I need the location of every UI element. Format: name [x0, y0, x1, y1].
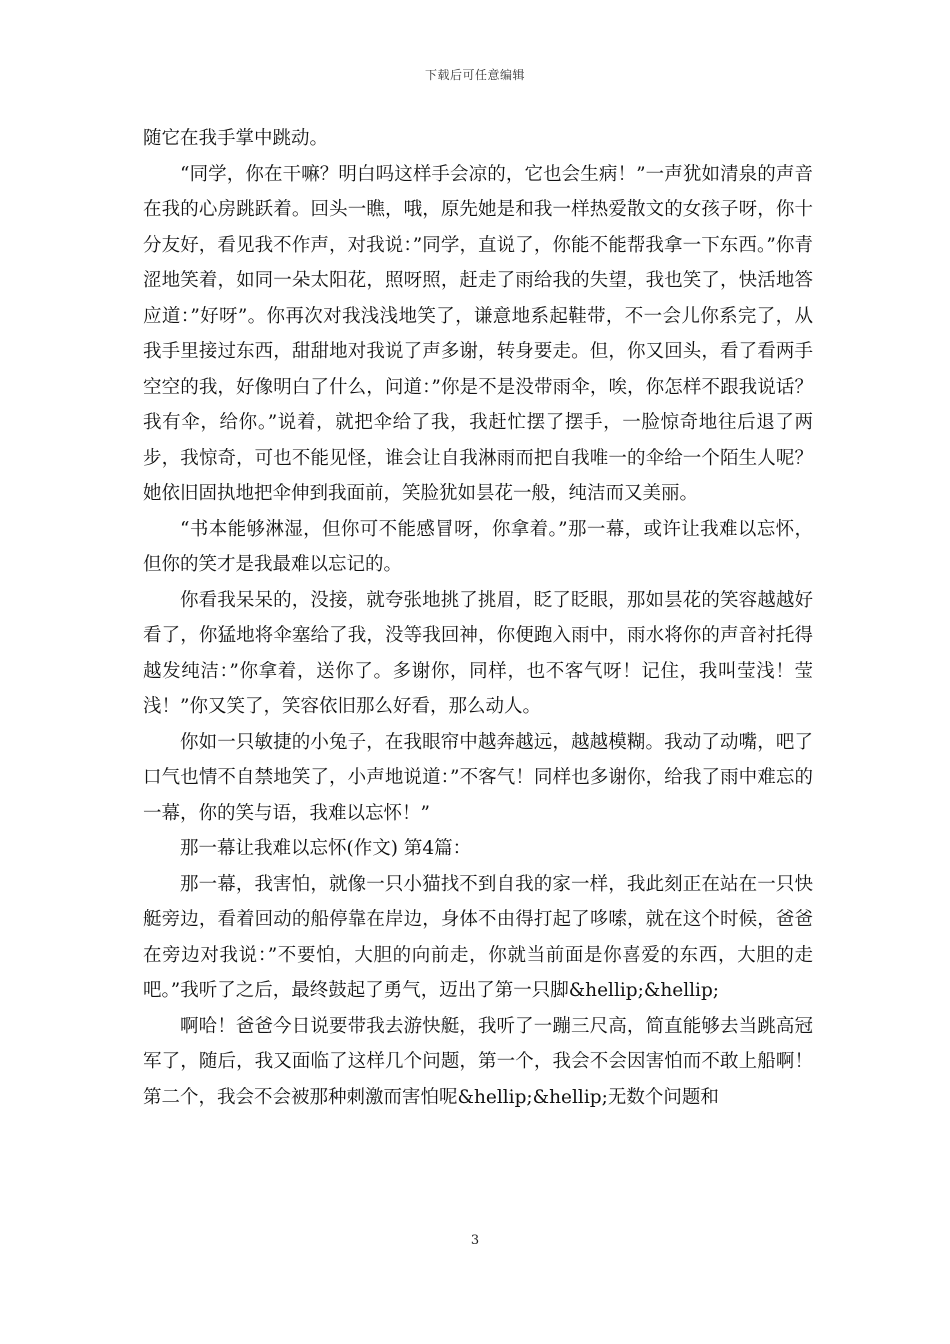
page-header: 下载后可任意编辑	[424, 68, 525, 82]
paragraph: 你如一只敏捷的小兔子，在我眼帘中越奔越远，越越模糊。我动了动嘴，吧了口气也情不自禁地笑了，小声地说道：”不客气！同样也多谢你，给我了雨中难忘的一幕，你的笑与语，我难以忘怀！”	[143, 731, 813, 824]
section-heading: 那一幕让我难以忘怀(作文) 第4篇：	[180, 838, 472, 859]
paragraph: 那一幕，我害怕，就像一只小猫找不到自我的家一样，我此刻正在站在一只快艇旁边，看着回动的船停靠在岸边，身体不由得打起了哆嗦，就在这个时候，爸爸在旁边对我说：”不要怕，大胆的向前走，你就当前面是你喜爱的东西，大胆的走吧。”我听了之后，最终鼓起了勇气，迈出了第一只脚&hellip;&hellip;	[143, 873, 813, 1001]
document-body	[143, 121, 813, 1115]
paragraph: 你看我呆呆的，没接，就夸张地挑了挑眉，眨了眨眼，那如昙花的笑容越越好看了，你猛地将伞塞给了我，没等我回神，你便跑入雨中，雨水将你的声音衬托得越发纯洁：”你拿着，送你了。多谢你，同样，也不客气呀！记住，我叫莹浅！莹浅！”你又笑了，笑容依旧那么好看，那么动人。	[143, 589, 813, 717]
paragraph-continuation: 随它在我手掌中跳动。	[143, 128, 329, 149]
paragraph: 啊哈！爸爸今日说要带我去游快艇，我听了一蹦三尺高，简直能够去当跳高冠军了，随后，我又面临了这样几个问题，第一个，我会不会因害怕而不敢上船啊！第二个，我会不会被那种刺激而害怕呢&hellip;&hellip;无数个问题和	[143, 1015, 813, 1108]
page-number: 3	[470, 1233, 480, 1248]
paragraph: “同学，你在干嘛？明白吗这样手会凉的，它也会生病！”一声犹如清泉的声音在我的心房跳跃着。回头一瞧，哦，原先她是和我一样热爱散文的女孩子呀，你十分友好，看见我不作声，对我说：”同学，直说了，你能不能帮我拿一下东西。”你青涩地笑着，如同一朵太阳花，照呀照，赶走了雨给我的失望，我也笑了，快活地答应道：”好呀”。你再次对我浅浅地笑了，谦意地系起鞋带，不一会儿你系完了，从我手里接过东西，甜甜地对我说了声多谢，转身要走。但，你又回头，看了看两手空空的我，好像明白了什么，问道：”你是不是没带雨伞，唉，你怎样不跟我说话？我有伞，给你。”说着，就把伞给了我，我赶忙摆了摆手，一脸惊奇地往后退了两步，我惊奇，可也不能见怪，谁会让自我淋雨而把自我唯一的伞给一个陌生人呢？她依旧固执地把伞伸到我面前，笑脸犹如昙花一般，纯洁而又美丽。	[143, 163, 813, 504]
paragraph: “书本能够淋湿，但你可不能感冒呀，你拿着。”那一幕，或许让我难以忘怀，但你的笑才是我最难以忘记的。	[143, 518, 813, 575]
